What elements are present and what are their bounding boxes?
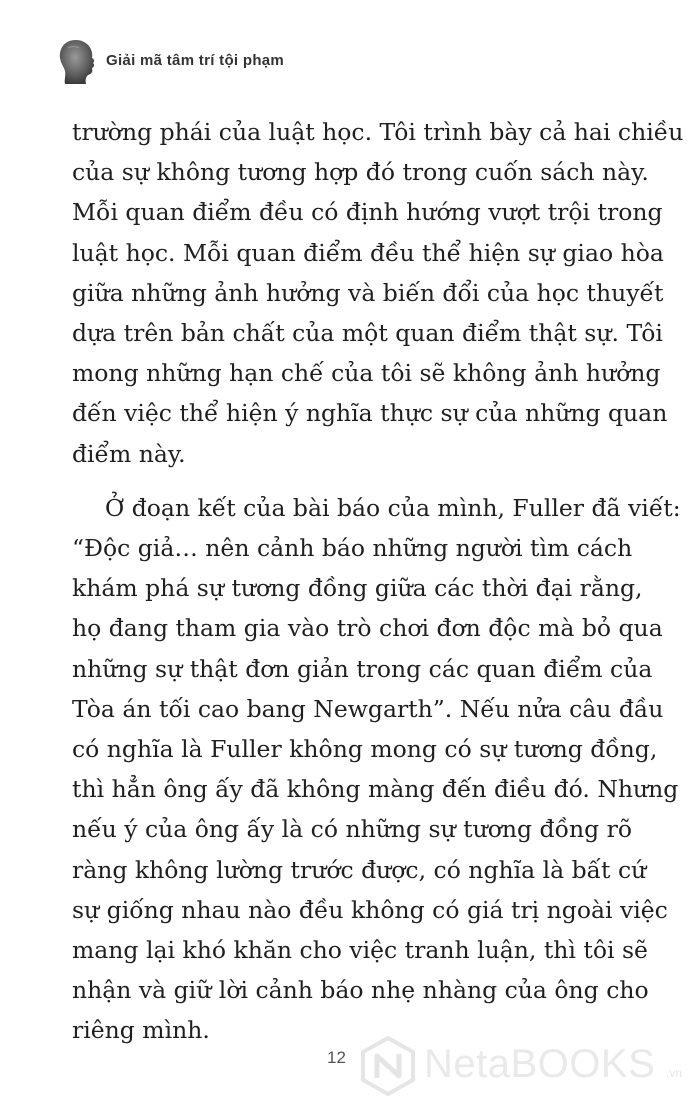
text-line: riêng mình. (72, 1016, 210, 1045)
text-line: họ đang tham gia vào trò chơi đơn độc mà bỏ qua (72, 614, 663, 643)
text-line: điểm này. (72, 439, 186, 468)
netabooks-logo-icon (360, 1036, 416, 1096)
text-line: Mỗi quan điểm đều có định hướng vượt trội trong (72, 198, 663, 227)
text-line: giữa những ảnh hưởng và biến đổi của học thuyết (72, 278, 664, 307)
text-line: của sự không tương hợp đó trong cuốn sách này. (72, 158, 649, 187)
running-header (56, 38, 656, 88)
text-line: Tòa án tối cao bang Newgarth”. Nếu nửa câu đầu (72, 694, 664, 723)
watermark-suffix: .vn (666, 1066, 683, 1080)
text-line: những sự thật đơn giản trong các quan điểm của (72, 654, 653, 683)
text-line: dựa trên bản chất của một quan điểm thật sự. Tôi (72, 319, 663, 348)
head-silhouette-icon (56, 38, 98, 86)
page-number: 12 (327, 1048, 346, 1067)
watermark-text: NetaBOOKS (424, 1042, 656, 1086)
text-line: nhận và giữ lời cảnh báo nhẹ nhàng của ông cho (72, 976, 649, 1005)
text-line: đến việc thể hiện ý nghĩa thực sự của những quan (72, 399, 668, 428)
text-line: nếu ý của ông ấy là có những sự tương đồng rõ (72, 815, 632, 844)
text-line: sự giống nhau nào đều không có giá trị ngoài việc (72, 895, 668, 924)
paragraph-2 (72, 488, 681, 1051)
text-line: mang lại khó khăn cho việc tranh luận, thì tôi sẽ (72, 936, 648, 965)
text-line: khám phá sự tương đồng giữa các thời đại rằng, (72, 574, 643, 603)
watermark (360, 1030, 690, 1102)
text-line: mong những hạn chế của tôi sẽ không ảnh hưởng (72, 359, 661, 388)
text-line: thì hẳn ông ấy đã không màng đến điều đó. Nhưng (72, 775, 679, 804)
paragraph-1 (72, 112, 684, 474)
text-line: luật học. Mỗi quan điểm đều thể hiện sự giao hòa (72, 238, 664, 267)
text-line: Ở đoạn kết của bài báo của mình, Fuller đã viết: (105, 493, 681, 522)
text-line: ràng không lường trước được, có nghĩa là bất cứ (72, 855, 647, 884)
text-line: có nghĩa là Fuller không mong có sự tương đồng, (72, 735, 658, 764)
book-title: Giải mã tâm trí tội phạm (106, 52, 285, 69)
text-line: “Độc giả… nên cảnh báo những người tìm cách (72, 534, 633, 563)
page-body (72, 112, 684, 1051)
text-line: trường phái của luật học. Tôi trình bày cả hai chiều (72, 118, 684, 146)
